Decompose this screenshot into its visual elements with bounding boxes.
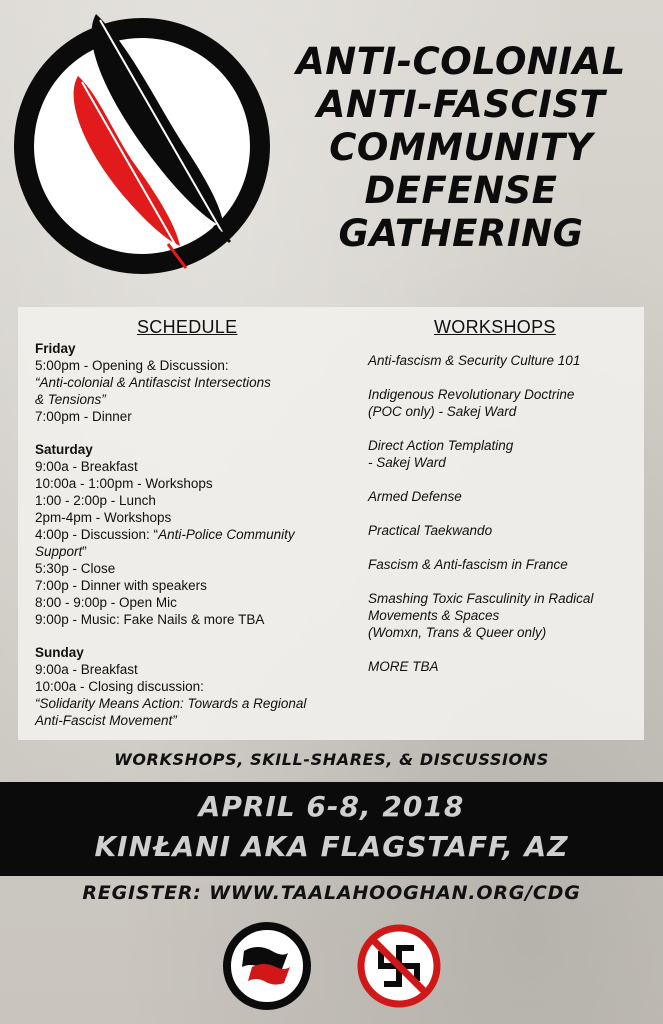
schedule-column [35,307,355,729]
schedule-line: 9:00a - Breakfast [35,662,138,677]
event-title [262,40,660,255]
schedule-line [35,526,355,543]
schedule-line: “Solidarity Means Action: Towards a Regional [35,696,307,711]
schedule-line: 9:00p - Music: Fake Nails & more TBA [35,612,265,627]
schedule-line: 7:00pm - Dinner [35,409,132,424]
workshop-item: Armed Defense [368,489,462,504]
workshop-item: Anti-fascism & Security Culture 101 [368,353,581,368]
schedule-line: 5:30p - Close [35,561,116,576]
workshop-line: Smashing Toxic Fasculinity in Radical [368,591,594,606]
title-line: COMMUNITY [329,126,593,169]
schedule-line: 5:00pm - Opening & Discussion: [35,358,229,373]
workshop-item: MORE TBA [368,659,439,674]
workshop-line: (Womxn, Trans & Queer only) [368,625,547,640]
workshop-item [368,386,638,420]
day-heading-friday: Friday [35,341,76,356]
workshop-line: - Sakej Ward [368,455,446,470]
schedule-line: 7:00p - Dinner with speakers [35,578,207,593]
antifa-flags-icon [222,921,312,1011]
feathers-circle-icon [8,6,276,276]
title-line: GATHERING [338,212,584,255]
day-heading-sunday: Sunday [35,645,84,660]
schedule-heading: SCHEDULE [137,317,238,337]
schedule-text: Support [35,544,83,559]
schedule-text: ” [82,544,87,559]
schedule-line [35,543,355,560]
workshop-line: Movements & Spaces [368,608,500,623]
schedule-text: Anti-Police Community [158,527,295,542]
event-location: KINŁANI AKA FLAGSTAFF, AZ [94,830,569,863]
schedule-line: & Tensions” [35,392,106,407]
day-heading-saturday: Saturday [35,442,93,457]
workshop-item: Fascism & Anti-fascism in France [368,557,568,572]
schedule-line: 1:00 - 2:00p - Lunch [35,493,156,508]
schedule-text: 4:00p - Discussion: “ [35,527,159,542]
schedule-line: 8:00 - 9:00p - Open Mic [35,595,177,610]
schedule-line: 2pm-4pm - Workshops [35,510,172,525]
schedule-line: Anti-Fascist Movement” [35,713,177,728]
no-swastika-icon [354,921,444,1011]
register-link[interactable]: REGISTER: WWW.TAALAHOOGHAN.ORG/CDG [82,882,581,904]
program-panel [18,307,644,740]
date-location-band [0,782,663,876]
schedule-line: “Anti-colonial & Antifascist Intersections [35,375,271,390]
workshop-line: Direct Action Templating [368,438,514,453]
tagline: WORKSHOPS, SKILL-SHARES, & DISCUSSIONS [114,750,549,769]
workshop-item [368,437,638,471]
workshop-line: Indigenous Revolutionary Doctrine [368,387,575,402]
title-line: ANTI-FASCIST [316,83,606,126]
schedule-line: 10:00a - 1:00pm - Workshops [35,476,213,491]
schedule-line: 10:00a - Closing discussion: [35,679,204,694]
title-line: ANTI-COLONIAL [296,40,626,83]
workshops-column [368,307,638,692]
event-dates: APRIL 6-8, 2018 [198,790,465,823]
workshops-heading: WORKSHOPS [434,317,556,337]
workshop-line: (POC only) - Sakej Ward [368,404,517,419]
workshop-item [368,590,638,641]
title-line: DEFENSE [364,169,558,212]
workshop-item: Practical Taekwando [368,523,493,538]
schedule-line: 9:00a - Breakfast [35,459,138,474]
